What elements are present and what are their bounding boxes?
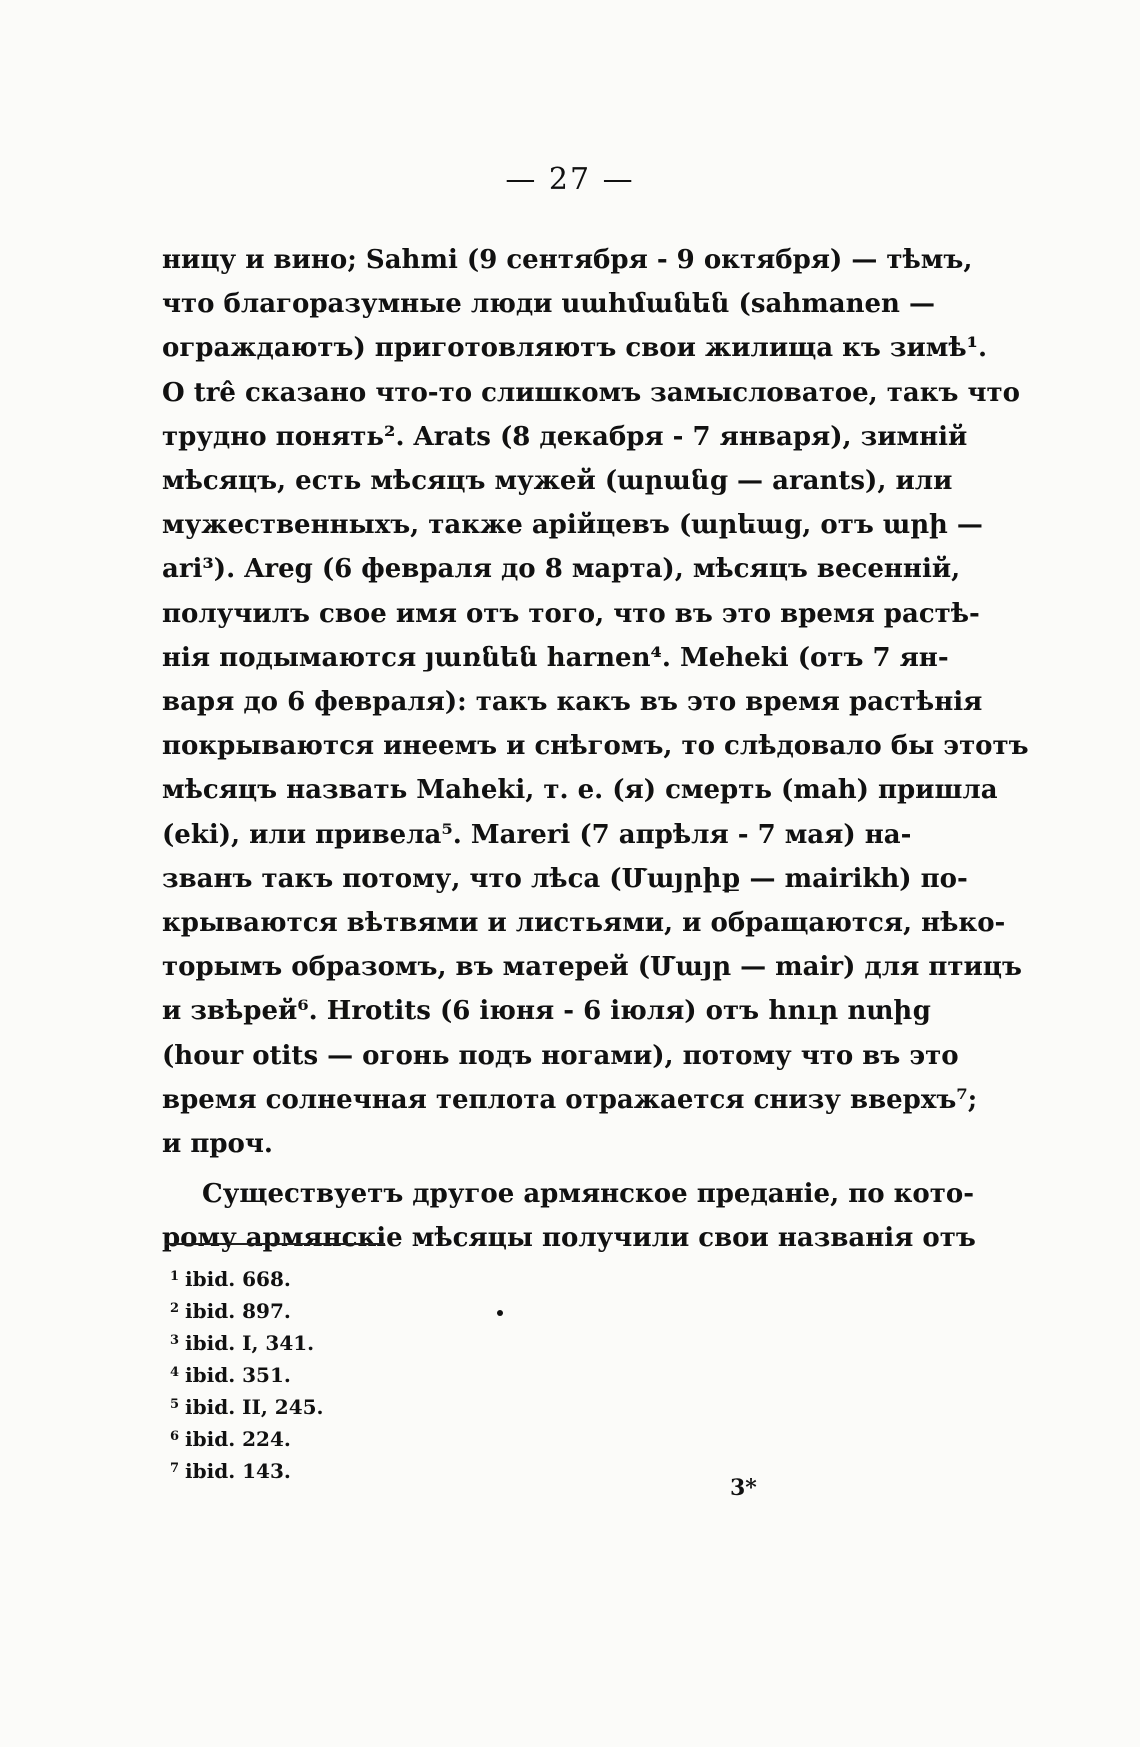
footnote-text: ibid. 897. <box>185 1299 291 1323</box>
text-line: рому армянскіе мѣсяцы получили свои названія отъ <box>162 1223 976 1254</box>
footnote <box>170 1390 323 1422</box>
footnote-mark: 4 <box>170 1365 180 1380</box>
text-line: мѣсяцъ назвать Maheki, т. е. (я) смерть (mah) пришла <box>162 775 998 806</box>
footnote <box>170 1294 323 1326</box>
footnote-text: ibid. 668. <box>185 1267 291 1291</box>
text-line: званъ такъ потому, что лѣса (Մայրիք — mairikh) по- <box>162 863 968 894</box>
text-line: торымъ образомъ, въ матерей (Մայր — mair) для птицъ <box>162 952 1022 983</box>
footnote-mark: 1 <box>170 1269 180 1284</box>
paragraph-2 <box>162 1172 976 1260</box>
footnote-mark: 6 <box>170 1429 180 1444</box>
text-line: ограждаютъ) приготовляютъ свои жилища къ зимѣ¹. <box>162 333 988 364</box>
footnote-mark: 5 <box>170 1397 180 1412</box>
text-line: мужественныхъ, также арійцевъ (արեաց, отъ արի — <box>162 510 983 541</box>
footnote <box>170 1326 323 1358</box>
footnote <box>170 1422 323 1454</box>
footnote-text: ibid. 351. <box>185 1363 291 1387</box>
footnotes <box>170 1262 323 1486</box>
footnote-text: ibid. 143. <box>185 1459 291 1483</box>
footnote <box>170 1262 323 1294</box>
text-line: трудно понять². Arats (8 декабря - 7 января), зимній <box>162 421 968 452</box>
footnote-mark: 2 <box>170 1301 180 1316</box>
signature-mark: 3* <box>730 1475 757 1501</box>
footnote-text: ibid. 224. <box>185 1427 291 1451</box>
footnote-mark: 3 <box>170 1333 180 1348</box>
text-line: и звѣрей⁶. Hrotits (6 іюня - 6 іюля) отъ հուր ոտից <box>162 996 931 1027</box>
text-line: варя до 6 февраля): такъ какъ въ это время растѣнія <box>162 687 983 718</box>
text-line: получилъ свое имя отъ того, что въ это время растѣ- <box>162 598 980 629</box>
print-speck <box>497 1310 503 1316</box>
footnote <box>170 1358 323 1390</box>
text-line: покрываются инеемъ и снѣгомъ, то слѣдовало бы этотъ <box>162 731 1029 762</box>
text-line: что благоразумные люди սահմանեն (sahmanen — <box>162 289 935 320</box>
paragraph-1 <box>162 238 1029 1166</box>
text-line: и проч. <box>162 1129 273 1160</box>
body-text <box>162 238 1029 1261</box>
text-line: ari³). Areg (6 февраля до 8 марта), мѣсяцъ весенній, <box>162 554 961 585</box>
footnote <box>170 1454 323 1486</box>
text-line: мѣсяцъ, есть мѣсяцъ мужей (արանց — arants), или <box>162 466 953 497</box>
text-line: (eki), или привела⁵. Mareri (7 апрѣля - 7 мая) на- <box>162 819 912 850</box>
text-line: время солнечная теплота отражается снизу вверхъ⁷; <box>162 1084 978 1115</box>
text-line: ницу и вино; Sahmi (9 сентября - 9 октября) — тѣмъ, <box>162 245 973 275</box>
footnote-text: ibid. I, 341. <box>185 1331 315 1355</box>
text-line: О trê сказано что-то слишкомъ замысловатое, такъ что <box>162 377 1020 408</box>
footnote-text: ibid. II, 245. <box>185 1395 324 1419</box>
text-line: (hour otits — огонь подъ ногами), потому что въ это <box>162 1040 959 1071</box>
footnote-mark: 7 <box>170 1461 180 1476</box>
text-line: крываются вѣтвями и листьями, и обращаются, нѣко- <box>162 908 1006 939</box>
text-line: Существуетъ другое армянское преданіе, по кото- <box>202 1179 974 1210</box>
text-line: нія подымаются յառնեն harnen⁴. Mehеki (отъ 7 ян- <box>162 642 949 673</box>
footnote-separator <box>165 1243 385 1245</box>
page-number: — 27 — <box>505 162 635 197</box>
